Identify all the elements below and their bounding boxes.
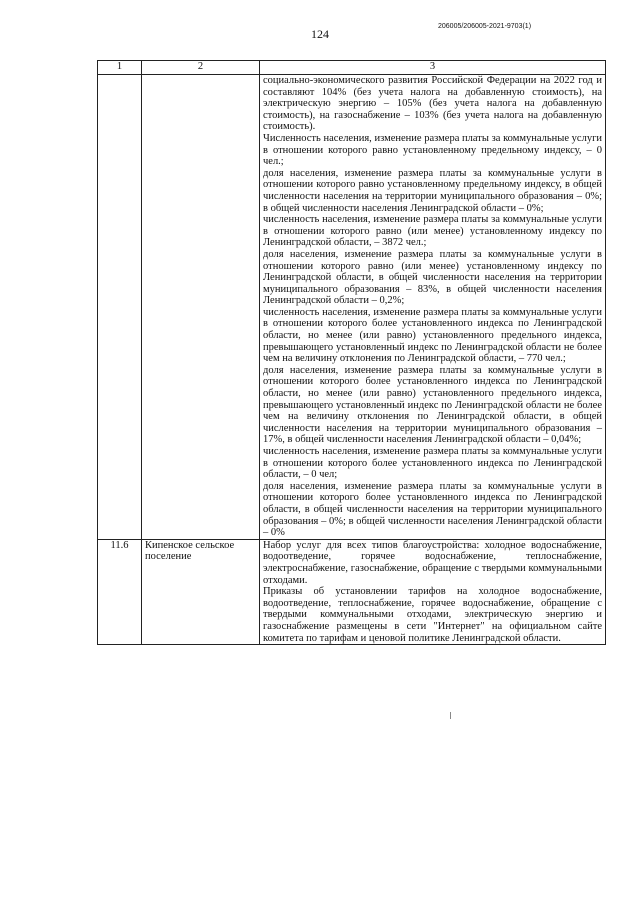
paragraph: доля населения, изменение размера платы за коммунальные услуги в отношении которого более установленного индекса по Ленинградской области, но менее (или равно) установленного предельного индекса, превышающего установленный индекс по Ленинградской области не более чем на величину отклонения по Ленинградской области, в общей численности населения на территории муниципального образования – 17%, в общей численности населения Ленинградской области – 0,04%; [263, 364, 602, 446]
paragraph: доля населения, изменение размера платы за коммунальные услуги в отношении которого равно (или менее) установленному индексу по Ленинградской области, в общей численности населения на территории муниципального образования – 83%, в общей численности населения Ленинградской области – 0,2%; [263, 248, 602, 307]
header-row [98, 61, 606, 75]
row-content-cell [260, 75, 606, 540]
paragraph: Приказы об установлении тарифов на холодное водоснабжение, водоотведение, теплоснабжение, горячее водоснабжение, обращение с твердыми коммунальными отходами, электрическую энергию и газоснабжение размещены в сети "Интернет" на официальном сайте комитета по тарифам и ценовой политике Ленинградской области. [263, 586, 602, 644]
row-name-cell [142, 75, 260, 540]
paragraph: Численность населения, изменение размера платы за коммунальные услуги в отношении которого равно установленному предельному индексу, – 0 чел.; [263, 132, 602, 168]
table-row [98, 75, 606, 540]
content-table [97, 60, 606, 645]
table-row [98, 539, 606, 644]
paragraph: доля населения, изменение размера платы за коммунальные услуги в отношении которого равно установленному предельному индексу, в общей численности населения на территории муниципального образования – 0%; в общей численности населения Ленинградской области – 0%; [263, 167, 602, 214]
paragraph: численность населения, изменение размера платы за коммунальные услуги в отношении которого более установленного индекса по Ленинградской области, но менее (или равно) установленного предельного индекса, превышающего установленный индекс по Ленинградской области не более чем на величину отклонения по Ленинградской области, – 770 чел.; [263, 306, 602, 365]
row-number-cell: 11.6 [98, 539, 142, 644]
header-col-2: 2 [142, 61, 260, 75]
document-id: 206005/206005-2021-9703(1) [438, 23, 532, 30]
paragraph: численность населения, изменение размера платы за коммунальные услуги в отношении которого более установленного индекса по Ленинградской области, – 0 чел; [263, 446, 602, 481]
paragraph: Набор услуг для всех типов благоустройства: холодное водоснабжение, водоотведение, горячее водоснабжение, теплоснабжение, электроснабжение, газоснабжение, обращение с твердыми коммунальными отходами. [263, 539, 602, 586]
paragraph: доля населения, изменение размера платы за коммунальные услуги в отношении которого более установленного индекса по Ленинградской области, в общей численности населения на территории муниципального образования – 0%; в общей численности населения Ленинградской области – 0% [263, 480, 602, 539]
row-content-cell [260, 539, 606, 644]
header-col-1: 1 [98, 61, 142, 75]
paragraph: численность населения, изменение размера платы за коммунальные услуги в отношении которого равно (или менее) установленному индексу по Ленинградской области, – 3872 чел.; [263, 214, 602, 249]
page-number: 124 [311, 27, 329, 41]
header-col-3: 3 [260, 61, 606, 75]
paragraph: социально-экономического развития Российской Федерации на 2022 год и составляют 104% (без учета налога на добавленную стоимость), на электрическую энергию – 105% (без учета налога на добавленную стоимость), на газоснабжение – 103% (без учета налога на добавленную стоимость). [263, 75, 602, 133]
municipality-name-cell: Кипенское сельское поселение [142, 539, 260, 644]
row-number-cell [98, 75, 142, 540]
scan-mark [450, 712, 451, 719]
